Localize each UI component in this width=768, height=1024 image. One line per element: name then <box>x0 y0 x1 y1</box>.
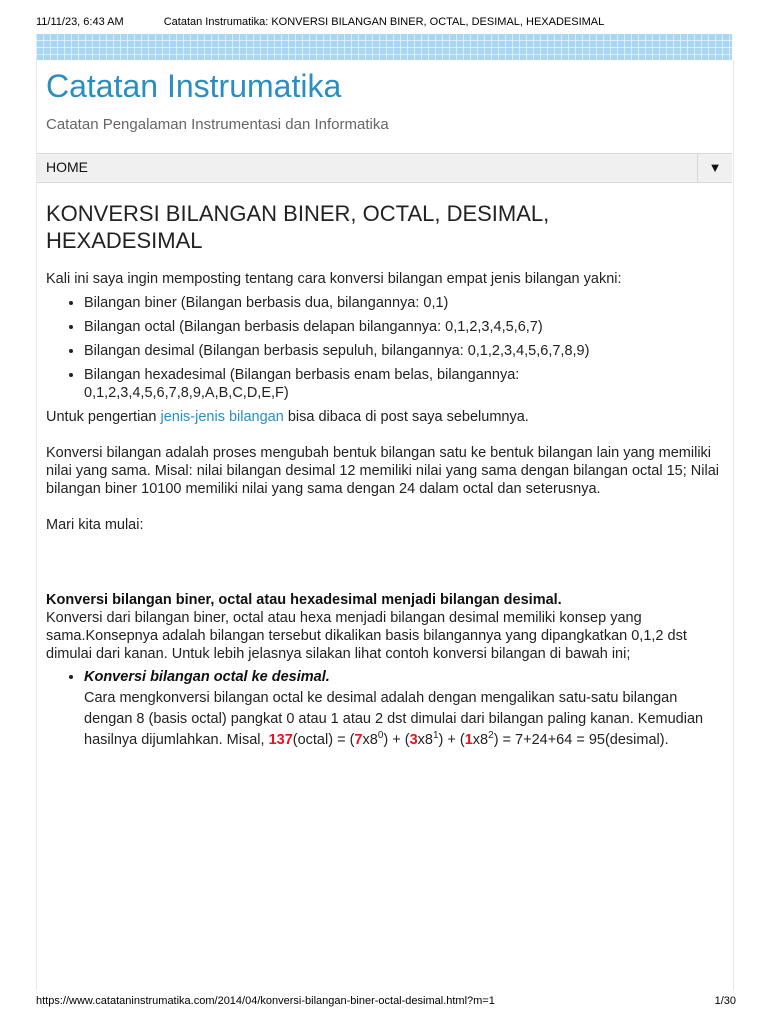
blog-description: Catatan Pengalaman Instrumentasi dan Informatika <box>46 116 389 133</box>
jenis-bilangan-link[interactable]: jenis-jenis bilangan <box>160 409 284 425</box>
print-url: https://www.catataninstrumatika.com/2014/04/konversi-bilangan-biner-octal-desimal.html?m=1 <box>36 995 495 1007</box>
caret-down-icon: ▼ <box>708 160 722 175</box>
example-list <box>46 667 726 751</box>
reference-suffix: bisa dibaca di post saya sebelumnya. <box>283 409 529 425</box>
section-paragraph: Konversi dari bilangan biner, octal atau hexa menjadi bilangan desimal memiliki konsep yang sama.Konsepnya adalah bilangan tersebut dikalikan basis bilangannya yang dipangkatkan 0,1,2 dst dimulai dari kanan. Untuk lebih jelasnya silakan lihat contoh konversi bilangan di bawah ini; <box>46 610 687 662</box>
example-number: 137 <box>268 732 293 748</box>
list-item: • Bilangan biner (Bilangan berbasis dua, bilangannya: 0,1) <box>84 294 726 312</box>
number-types-list <box>46 294 726 402</box>
reference-prefix: Untuk pengertian <box>46 409 161 425</box>
header-pattern-bar <box>36 34 732 60</box>
print-page-number: 1/30 <box>714 995 736 1007</box>
nav-home-link[interactable]: HOME <box>46 159 88 175</box>
start-paragraph: Mari kita mulai: <box>46 517 144 533</box>
print-header <box>0 0 768 30</box>
digit-3: 3 <box>409 732 418 748</box>
section-heading: Konversi bilangan biner, octal atau hexadesimal menjadi bilangan desimal. <box>46 592 562 608</box>
digit-7: 7 <box>354 732 363 748</box>
octal-example-text: Cara mengkonversi bilangan octal ke desimal adalah dengan mengalikan satu-satu bilangan dengan 8 (basis octal) pangkat 0 atau 1 atau 2 dst dimulai dari bilangan paling kanan. Kemudian hasilnya dijumlahkan. Misal, <box>84 690 704 748</box>
list-item: • Bilangan desimal (Bilangan berbasis sepuluh, bilangannya: 0,1,2,3,4,5,6,7,8,9) <box>84 342 726 360</box>
reference-paragraph <box>46 408 726 426</box>
list-item: • Konversi bilangan octal ke desimal. Cara mengkonversi bilangan octal ke desimal adalah dengan mengalikan satu-satu bilangan dengan 8 (basis octal) pangkat 0 atau 1 atau 2 dst dimulai dari bilangan paling kanan. Kemudian hasilnya dijumlahkan. Misal, 137(octal) = $(7x8^0) + (3x8^1) + (1x8^2) = 7+24+64$ = 95(desimal). <box>84 667 726 751</box>
digit-1: 1 <box>464 732 473 748</box>
list-item: • Bilangan hexadesimal (Bilangan berbasis enam belas, bilangannya: 0,1,2,3,4,5,6,7,8,9,A,B,C,D,E,F) <box>84 366 726 402</box>
print-title: Catatan Instrumatika: KONVERSI BILANGAN BINER, OCTAL, DESIMAL, HEXADESIMAL <box>163 16 605 28</box>
octal-example-heading: Konversi bilangan octal ke desimal. <box>84 669 330 685</box>
nav-bar <box>37 153 732 183</box>
post-title: KONVERSI BILANGAN BINER, OCTAL, DESIMAL, HEXADESIMAL <box>46 201 550 253</box>
blog-title-link[interactable]: Catatan Instrumatika <box>46 68 342 104</box>
definition-paragraph: Konversi bilangan adalah proses mengubah bentuk bilangan satu ke bentuk bilangan lain yang memiliki nilai yang sama. Misal: nilai bilangan desimal 12 memiliki nilai yang sama dengan bilangan octal 15; Nilai bilangan biner 10100 memiliki nilai yang sama dengan 24 dalam octal dan seterusnya. <box>46 445 720 497</box>
blog-page <box>36 60 734 990</box>
list-item: • Bilangan octal (Bilangan berbasis delapan bilangannya: 0,1,2,3,4,5,6,7) <box>84 318 726 336</box>
print-date: 11/11/23, 6:43 AM <box>36 16 124 28</box>
intro-paragraph: Kali ini saya ingin memposting tentang cara konversi bilangan empat jenis bilangan yakni: <box>46 271 622 287</box>
post-body <box>46 270 726 757</box>
menu-toggle-button[interactable] <box>697 154 732 182</box>
